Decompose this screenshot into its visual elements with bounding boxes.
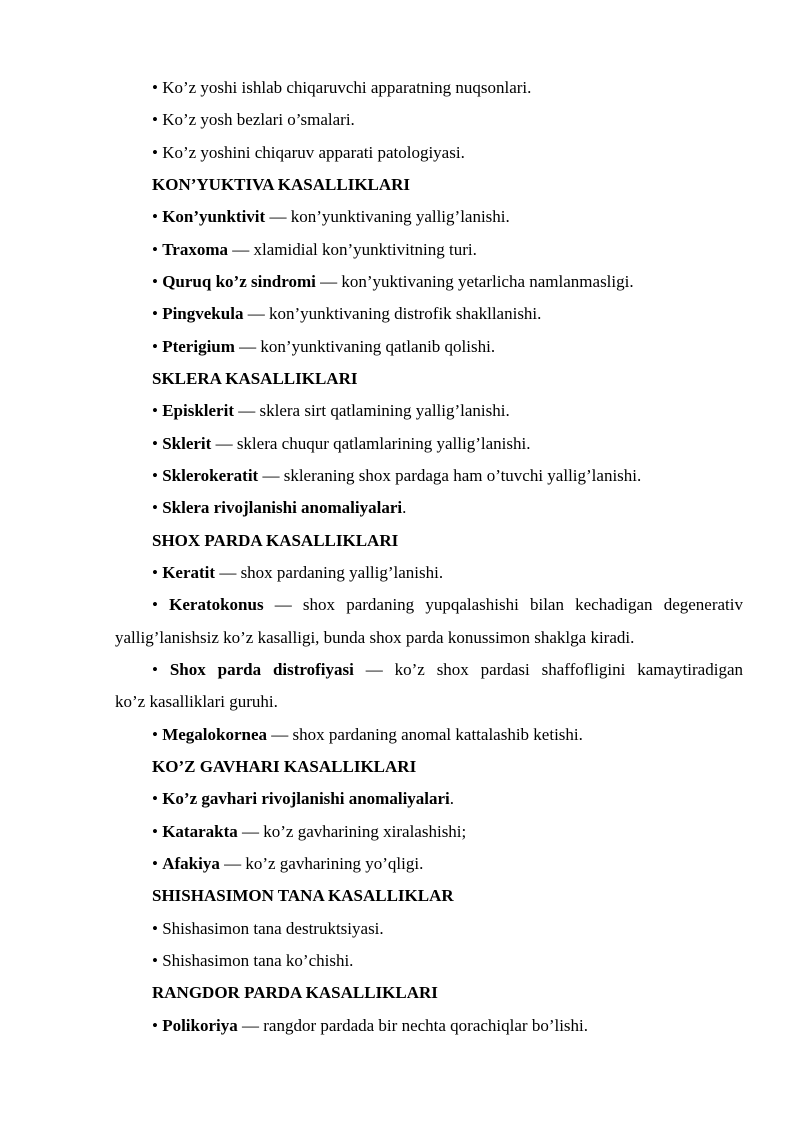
list-item: • Keratit — shox pardaning yallig’lanishi. — [152, 563, 444, 582]
section-heading: SHISHASIMON TANA KASALLIKLAR — [152, 886, 454, 905]
item-term: Episklerit — [162, 401, 234, 420]
item-text: Shishasimon tana destruktsiyasi. — [162, 919, 384, 938]
list-item: • Shishasimon tana destruktsiyasi. — [152, 919, 384, 938]
item-text: — kon’yunktivaning distrofik shakllanishi. — [243, 304, 542, 323]
item-text: Shishasimon tana ko’chishi. — [162, 951, 354, 970]
item-text: — xlamidial kon’yunktivitning turi. — [228, 240, 477, 259]
list-item: • Megalokornea — shox pardaning anomal kattalashib ketishi. — [152, 725, 583, 744]
list-item: • Quruq ko’z sindromi — kon’yuktivaning yetarlicha namlanmasligi. — [152, 272, 634, 291]
item-term: Sklerokeratit — [162, 466, 259, 485]
list-item: • Episklerit — sklera sirt qatlamining yallig’lanishi. — [152, 401, 510, 420]
item-term: Megalokornea — [162, 725, 268, 744]
item-text: — shox pardaning yallig’lanishi. — [215, 563, 444, 582]
item-term: Sklera rivojlanishi anomaliyalari — [162, 498, 403, 517]
item-text: — sklera sirt qatlamining yallig’lanishi. — [234, 401, 510, 420]
list-item: • Ko’z yoshi ishlab chiqaruvchi apparatning nuqsonlari. — [152, 78, 532, 97]
item-term: Afakiya — [162, 854, 220, 873]
list-item: • Sklerit — sklera chuqur qatlamlarining yallig’lanishi. — [152, 434, 531, 453]
item-term: Traxoma — [162, 240, 228, 259]
item-term: Pingvekula — [162, 304, 244, 323]
list-item: • Shox parda distrofiyasi — ko’z shox pardasi shaffofligini kamaytiradigan — [152, 660, 743, 679]
item-text: — kon’yunktivaning qatlanib qolishi. — [234, 337, 496, 356]
section-heading: KO’Z GAVHARI KASALLIKLARI — [152, 757, 417, 776]
item-text: — ko’z gavharining xiralashishi; — [237, 822, 467, 841]
list-item: • Ko’z yosh bezlari o’smalari. — [152, 110, 355, 129]
item-term: Quruq ko’z sindromi — [162, 272, 316, 291]
item-term: Kon’yunktivit — [162, 207, 266, 226]
item-text: — shox pardaning anomal kattalashib ketishi. — [267, 725, 583, 744]
item-text: — kon’yunktivaning yallig’lanishi. — [265, 207, 510, 226]
list-item: • Ko’z gavhari rivojlanishi anomaliyalari. — [152, 789, 455, 808]
section-heading: KON’YUKTIVA KASALLIKLARI — [152, 175, 411, 194]
list-item: • Sklera rivojlanishi anomaliyalari. — [152, 498, 407, 517]
item-text: — rangdor pardada bir nechta qorachiqlar bo’lishi. — [237, 1016, 589, 1035]
list-item: • Afakiya — ko’z gavharining yo’qligi. — [152, 854, 424, 873]
item-text: — ko’z shox pardasi shaffofligini kamaytiradigan — [353, 660, 743, 679]
item-term: Keratit — [162, 563, 216, 582]
item-term: Pterigium — [162, 337, 235, 356]
list-item: • Pingvekula — kon’yunktivaning distrofik shakllanishi. — [152, 304, 542, 323]
item-text: — kon’yuktivaning yetarlicha namlanmasligi. — [315, 272, 634, 291]
item-text: — shox pardaning yupqalashishi bilan kechadigan degenerativ — [263, 595, 743, 614]
section-heading: SHOX PARDA KASALLIKLARI — [152, 531, 399, 550]
item-term: Katarakta — [162, 822, 238, 841]
item-text: Ko’z yoshini chiqaruv apparati patologiyasi. — [162, 143, 465, 162]
list-item: • Sklerokeratit — skleraning shox pardaga ham o’tuvchi yallig’lanishi. — [152, 466, 642, 485]
list-item: • Pterigium — kon’yunktivaning qatlanib qolishi. — [152, 337, 496, 356]
item-text: — skleraning shox pardaga ham o’tuvchi yallig’lanishi. — [258, 466, 642, 485]
item-term: Polikoriya — [162, 1016, 238, 1035]
list-item: • Keratokonus — shox pardaning yupqalashishi bilan kechadigan degenerativ — [152, 595, 743, 614]
section-heading: RANGDOR PARDA KASALLIKLARI — [152, 983, 438, 1002]
item-term: Sklerit — [162, 434, 212, 453]
item-text: . — [449, 789, 455, 808]
list-item: • Traxoma — xlamidial kon’yunktivitning turi. — [152, 240, 477, 259]
list-item-continuation: yallig’lanishsiz ko’z kasalligi, bunda shox parda konussimon shaklga kiradi. — [115, 628, 635, 647]
item-text: . — [402, 498, 407, 517]
item-text: — ko’z gavharining yo’qligi. — [219, 854, 424, 873]
section-heading: SKLERA KASALLIKLARI — [152, 369, 358, 388]
item-term: Ko’z gavhari rivojlanishi anomaliyalari — [162, 789, 450, 808]
list-item: • Katarakta — ko’z gavharining xiralashishi; — [152, 822, 467, 841]
list-item: • Kon’yunktivit — kon’yunktivaning yallig’lanishi. — [152, 207, 510, 226]
item-text: Ko’z yoshi ishlab chiqaruvchi apparatning nuqsonlari. — [162, 78, 532, 97]
item-text: — sklera chuqur qatlamlarining yallig’lanishi. — [211, 434, 531, 453]
item-term: Keratokonus — [169, 595, 264, 614]
list-item: • Ko’z yoshini chiqaruv apparati patologiyasi. — [152, 143, 465, 162]
item-term: Shox parda distrofiyasi — [169, 660, 354, 679]
list-item: • Shishasimon tana ko’chishi. — [152, 951, 354, 970]
list-item-continuation: ko’z kasalliklari guruhi. — [115, 692, 278, 711]
list-item: • Polikoriya — rangdor pardada bir nechta qorachiqlar bo’lishi. — [152, 1016, 589, 1035]
item-text: Ko’z yosh bezlari o’smalari. — [162, 110, 355, 129]
